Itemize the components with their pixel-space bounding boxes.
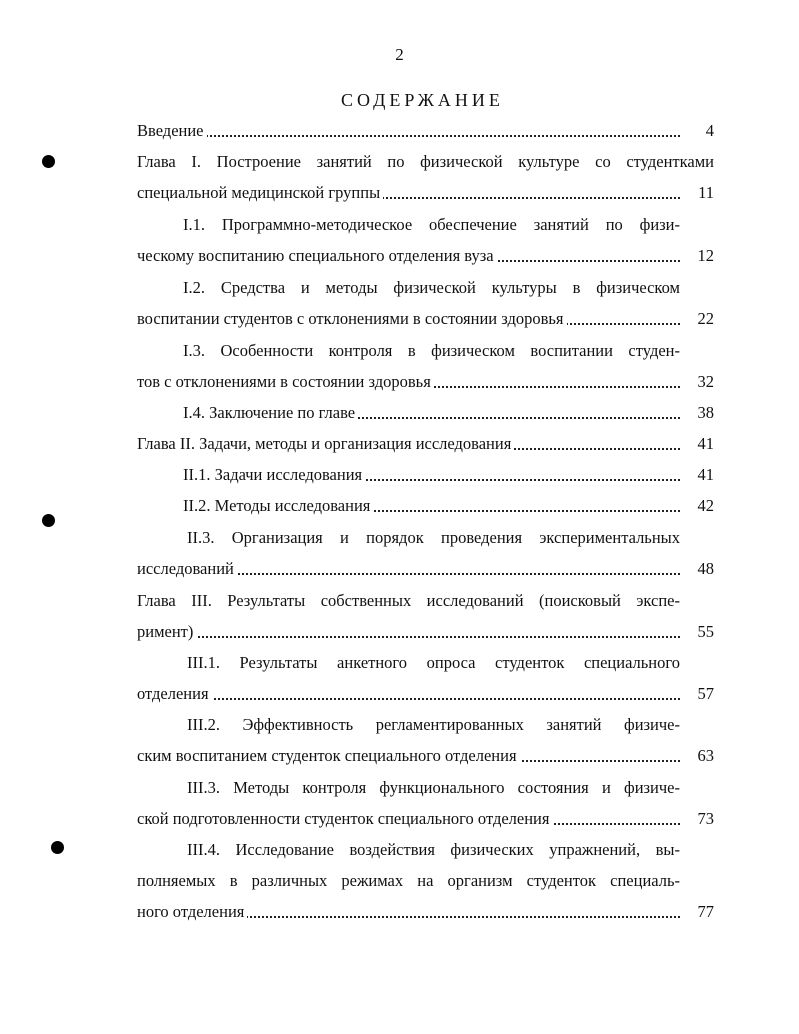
toc-entry-text: II.1. Задачи исследования [183,464,365,486]
toc-entry-text: римент) [137,621,196,643]
toc-entry-chapter-1[interactable] [137,151,714,173]
toc-entry-section-2-1[interactable] [137,464,714,486]
toc-entry-section-3-3-cont[interactable] [137,808,714,830]
toc-entry-text: III.4. Исследование воздействия физических упражнений, вы- [187,840,680,859]
toc-entry-text: III.2. Эффективность регламентированных занятий физиче- [187,715,680,734]
toc-entry-chapter-2[interactable] [137,433,714,455]
toc-entry-text: Глава III. Результаты собственных исследований (поисковый экспе- [137,591,680,610]
toc-entry-text: ного отделения [137,901,247,923]
toc-entry-text: I.3. Особенности контроля в физическом воспитании студен- [183,341,680,360]
toc-page-number: 77 [680,901,714,923]
toc-entry-section-1-3-cont[interactable] [137,371,714,393]
toc-entry-section-3-3[interactable] [137,777,714,799]
toc-entry-text: I.2. Средства и методы физической культуры в физическом [183,278,680,297]
toc-page-number: 41 [680,433,714,455]
toc-entry-section-2-3-cont[interactable] [137,558,714,580]
toc-page-number: 12 [680,245,714,267]
toc-entry-chapter-3[interactable] [137,590,714,612]
toc-page-number: 73 [680,808,714,830]
toc-entry-section-3-1-cont[interactable] [137,683,714,705]
toc-entry-text: исследований [137,558,237,580]
toc-page-number: 63 [680,745,714,767]
toc-entry-text: Глава I. Построение занятий по физической культуре со студентками [137,152,714,171]
toc-entry-section-3-4-cont[interactable] [137,870,714,892]
toc-entry-text: отделения [137,683,212,705]
toc-entry-section-1-4[interactable] [137,402,714,424]
toc-entry-section-1-2[interactable] [137,277,714,299]
toc-entry-intro[interactable] [137,120,714,142]
toc-entry-text: специальной медицинской группы [137,182,383,204]
toc-entry-section-1-1-cont[interactable] [137,245,714,267]
toc-entry-chapter-3-cont[interactable] [137,621,714,643]
toc-page-number: 41 [680,464,714,486]
toc-page-number: 4 [680,120,714,142]
dot-leader [137,636,680,638]
toc-entry-section-3-1[interactable] [137,652,714,674]
toc-entry-section-3-2-cont[interactable] [137,745,714,767]
toc-entry-text: II.2. Методы исследования [183,495,373,517]
toc-entry-chapter-1-cont[interactable] [137,182,714,204]
margin-bullet-3 [51,841,64,854]
toc-entry-section-2-3[interactable] [137,527,714,549]
toc-page-number: 55 [680,621,714,643]
toc-entry-text: III.1. Результаты анкетного опроса студенток специального [187,653,680,672]
margin-bullet-1 [42,155,55,168]
toc-page-number: 57 [680,683,714,705]
toc-entry-text: I.1. Программно-методическое обеспечение занятий по физи- [183,215,680,234]
dot-leader [137,698,680,700]
toc-entry-text: II.3. Организация и порядок проведения экспериментальных [187,528,680,547]
toc-entry-section-1-2-cont[interactable] [137,308,714,330]
toc-entry-text: III.3. Методы контроля функционального состояния и физиче- [187,778,680,797]
toc-entry-text: тов с отклонениями в состоянии здоровья [137,371,434,393]
toc-entry-text: ской подготовленности студенток специального отделения [137,808,552,830]
toc-entry-section-3-4-cont2[interactable] [137,901,714,923]
toc-entry-text: I.4. Заключение по главе [183,402,358,424]
toc-entry-section-1-3[interactable] [137,340,714,362]
toc-page-number: 48 [680,558,714,580]
toc-page-number: 32 [680,371,714,393]
margin-bullet-2 [42,514,55,527]
toc-entry-section-1-1[interactable] [137,214,714,236]
toc-title: СОДЕРЖАНИЕ [341,90,504,110]
toc-page-number: 11 [680,182,714,204]
toc-entry-section-3-2[interactable] [137,714,714,736]
dot-leader [137,135,680,137]
toc-page-number: 38 [680,402,714,424]
toc-entry-section-2-2[interactable] [137,495,714,517]
toc-page-number: 22 [680,308,714,330]
toc-entry-text: Глава II. Задачи, методы и организация исследования [137,433,514,455]
toc-entry-text: воспитании студентов с отклонениями в состоянии здоровья [137,308,567,330]
toc-entry-text: полняемых в различных режимах на организм студенток специаль- [137,871,680,890]
toc-entry-text: ским воспитанием студенток специального отделения [137,745,520,767]
toc-entry-text: Введение [137,120,207,142]
toc-entry-text: ческому воспитанию специального отделения вуза [137,245,497,267]
page-number: 2 [395,45,404,64]
toc-page-number: 42 [680,495,714,517]
toc-entry-section-3-4[interactable] [137,839,714,861]
